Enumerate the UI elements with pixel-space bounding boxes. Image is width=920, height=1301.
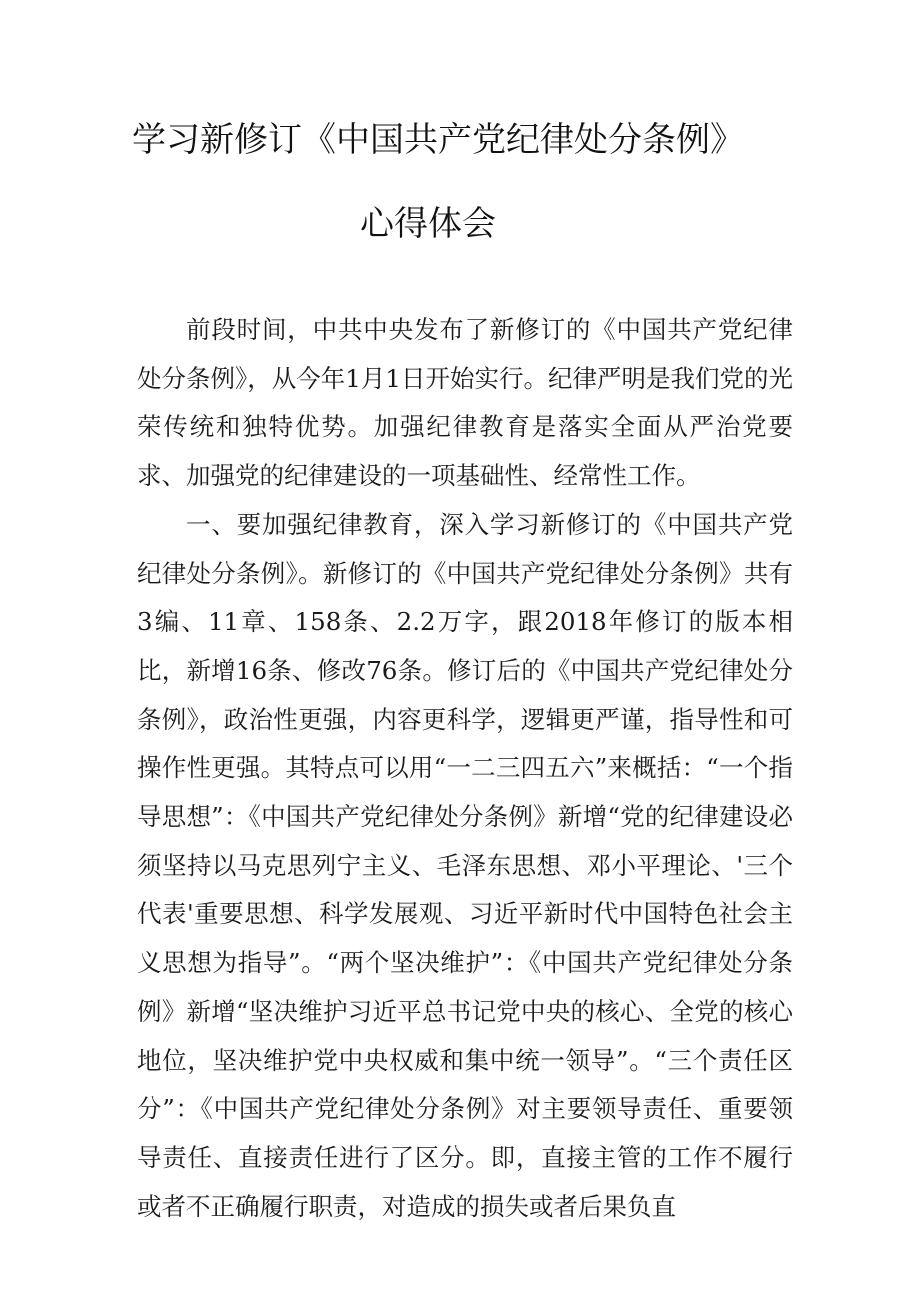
- document-title-line1: 学习新修订《中国共产党纪律处分条例》: [132, 120, 744, 160]
- paragraph-intro: 前段时间，中共中央发布了新修订的《中国共产党纪律处分条例》，从今年1月1日开始实行。纪律严明是我们党的光荣传统和独特优势。加强纪律教育是落实全面从严治党要求、加强党的纪律建设的一项基础性、经常性工作。: [137, 315, 793, 491]
- document-body: [137, 306, 793, 1231]
- document-title-line2: 心得体会: [360, 204, 496, 244]
- paragraph-section-one: 一、要加强纪律教育，深入学习新修订的《中国共产党纪律处分条例》。新修订的《中国共产党纪律处分条例》共有3编、11章、158条、2.2万字，跟2018年修订的版本相比，新增16条、修改76条。修订后的《中国共产党纪律处分条例》，政治性更强，内容更科学，逻辑更严谨，指导性和可操作性更强。其特点可以用“一二三四五六”来概括：“一个指导思想”：《中国共产党纪律处分条例》新增“党的纪律建设必须坚持以马克思列宁主义、毛泽东思想、邓小平理论、'三个代表'重要思想、科学发展观、习近平新时代中国特色社会主义思想为指导”。“两个坚决维护”：《中国共产党纪律处分条例》新增“坚决维护习近平总书记党中央的核心、全党的核心地位，坚决维护党中央权威和集中统一领导”。“三个责任区分”：《中国共产党纪律处分条例》对主要领导责任、重要领导责任、直接责任进行了区分。即，直接主管的工作不履行或者不正确履行职责，对造成的损失或者后果负直: [137, 509, 793, 1221]
